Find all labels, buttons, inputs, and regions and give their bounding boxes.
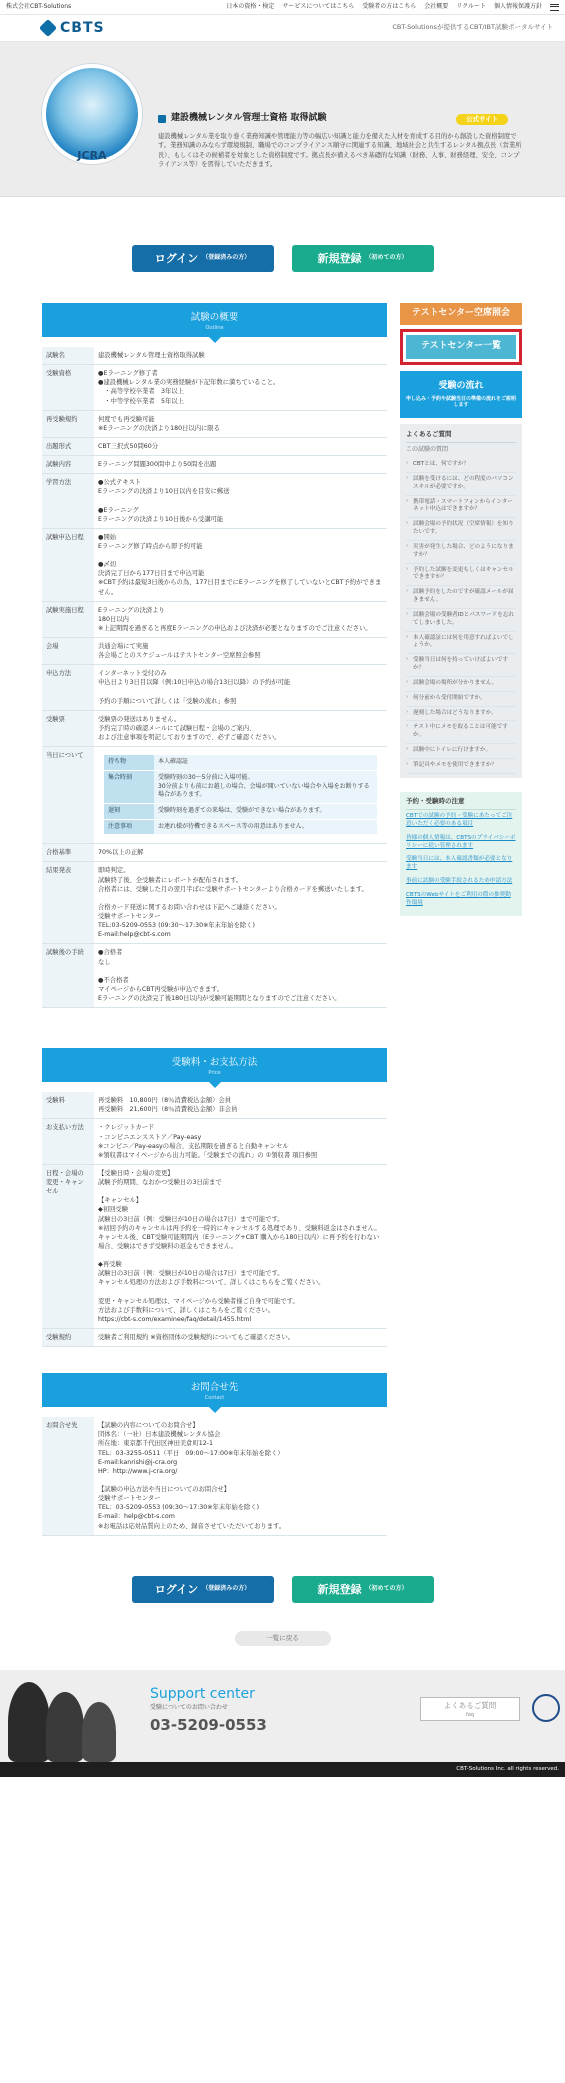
info-value: インターネット受付のみ 申込日より3日目以降（例:10日申込の場合13日以降）の予約が可能 予約の手順について詳しくは「受験の流れ」参照 [94,665,387,711]
seat-lookup-button[interactable]: テストセンター空席照会 [400,303,522,325]
info-row [42,347,387,365]
info-label: 受験料 [42,1092,94,1119]
note-link[interactable]: CBTでの試験の予約・受験にあたってご注意いただく必要のある項目 [406,813,513,827]
info-label: 申込方法 [42,665,94,711]
info-value: 【受験日時・会場の変更】 試験予約期間、なおかつ受験日の3日前まで 【キャンセル】 ◆初回受験 試験日の3日前（例：受験日が10日の場合は7日）まで可能です。 ※初回予約のキャンセルは再予約を一時的にキャンセルする処理であり、受験料返金はされません。キャンセル後、CBT受験可能期間内（Eラーニング+CBT 購入から180日以内）に再予約を行わない場合、受験はできず受験料の返金もできません。 ◆再受験 試験日の3日前（例：受験日が10日の場合は7日）まで可能です。 キャンセル処理の方法および手数料について、詳しくはこちらをご覧ください。 変更・キャンセル処理は、マイページから受験者様ご自身で可能です。 方法および手数料について、詳しくはこちらをご覧ください。 https://cbt-s.com/examinee/faq/detail/1455.html [94,1164,387,1328]
login-button[interactable]: ログイン （登録済みの方） [132,245,274,272]
info-value: 70%以上の正解 [94,844,387,862]
monitor-icon [158,115,166,123]
contact-header: お問合せ先 Contact [42,1373,387,1407]
info-value: CBT三択式50問60分 [94,437,387,455]
info-label: 受験資格 [42,365,94,411]
faq-item[interactable]: › 遅刻した場合はどうなりますか。 [406,707,516,722]
day-info-label: 遅刻 [104,803,154,819]
footer-faq-button[interactable]: よくあるご質問 faq [420,1697,520,1721]
info-row [42,437,387,455]
faq-item[interactable]: › 何分前から受付開始ですか。 [406,692,516,707]
fees-header: 受験料・お支払方法 Price [42,1048,387,1082]
exam-description: 建設機械レンタル業を取り巻く業務知識や管理能力等の幅広い知識と能力を備えた人材を育成する目的から創設した資格制度です。業務知識のみならず環境規制、職場でのコンプライアンス順守に関連する知識、地域社会と共生するレンタル拠点長（営業所長）、もしくはその候補者を対象とした資格制度です。拠点長が備えるべき基礎的な知識（財務、人事、財務経理、安全、コンプライアンス等）を習得していただきます。 [158,133,522,169]
info-row [42,944,387,1008]
auth-buttons-top [0,245,565,272]
info-label: お問合せ先 [42,1417,94,1535]
info-label: 試験申込日程 [42,528,94,601]
nav-link-company[interactable]: 会社概要 [424,2,449,10]
day-info-row-item [104,770,377,803]
note-link[interactable]: 皆様の個人情報は、CBTSのプライバシーポリシーに従い管理されます [406,834,516,849]
support-center-title: Support center [150,1686,255,1702]
info-value: 何度でも再受験可能 ※Eラーニングの決済より180日以内に限る [94,410,387,437]
site-tagline: CBT-Solutionsが提供するCBT/IBT試験ポータルサイト [392,23,553,32]
faq-subtitle: この試験の質問 [406,446,449,454]
support-center-subtitle: 受験についてのお問い合わせ [150,1704,228,1712]
day-info-value: 本人確認証 [154,755,377,770]
official-site-badge[interactable]: 公式サイト [456,114,508,125]
notes-list [406,810,516,910]
faq-item[interactable]: › CBTとは、何ですか？ [406,458,516,473]
info-label: 再受験規約 [42,410,94,437]
faq-item[interactable]: › 試験会場の予約状況（空席情報）を知りたいです。 [406,518,516,541]
info-value: ●公式テキスト Eラーニングの決済より10日以内を目安に郵送 ●Eラーニング Eラーニングの決済より10日後から受講可能 [94,474,387,529]
info-row [42,665,387,711]
info-value: 受験者ご利用規約 ※資格団体の受験規約についてもご確認ください。 [94,1329,387,1347]
faq-item[interactable]: › 試験予約をしたのですが確認メールが届きません。 [406,586,516,609]
info-value: ●開始 Eラーニング修了時点から即予約可能 ●〆切 決済完了日から177日目まで申込可能 ※CBT予約は最短3日後からの為、177日目までにEラーニングを修了していないとCBT予約ができません。 [94,528,387,601]
info-value: ●合格者 なし ●不合格者 マイページからCBT再受験が申込できます。 Eラーニングの決済完了後180日以内が受験可能期間となりますのでご注意ください。 [94,944,387,1008]
register-button-bottom[interactable]: 新規登録 （初めての方） [292,1576,434,1603]
day-info-value: 受験時刻の30～5分前に入場可能。 30分前よりも前にお越しの場合、会場が開いていない場合や入場をお断りする場合があります。 [154,770,377,803]
nav-link-recruit[interactable]: リクルート [456,2,486,10]
info-value: 即時判定。 試験終了後、全受験者にレポートが配布されます。 合格者には、受験した月の翌月半ばに受験サポートセンターより合格カードを郵送いたします。 合格カード発送に関するお問い合わせは下記へご連絡ください。 受験サポートセンター TEL:03-5209-0553 (09:30～17:30※年末年始を除く) E-mail:help@cbt-s.com [94,862,387,944]
logo-mark-icon [39,19,57,37]
day-info-table [104,755,377,835]
info-label: 会場 [42,638,94,665]
faq-item[interactable]: › テスト中にメモを取ることは可能ですか。 [406,721,516,744]
note-link[interactable]: 事前に試験の受験手続されるため申請方法 [406,878,513,885]
info-value: 受験票の発送はありません。 予約完了時の確認メールにて試験日程・会場のご案内、 および注意事項を明記しておりますので、必ずご確認ください。 [94,710,387,746]
faq-item[interactable]: › 筆記具やメモを使用できますか？ [406,759,516,774]
faq-item[interactable]: › 予約した試験を変更もしくはキャンセルできますか？ [406,564,516,587]
info-row [42,710,387,746]
organization-seal-text: JCRA [77,149,107,162]
info-row [42,528,387,601]
brand-bar [0,15,565,42]
faq-item[interactable]: › 試験会場の場所が分かりません。 [406,677,516,692]
register-button[interactable]: 新規登録 （初めての方） [292,245,434,272]
info-value: Eラーニングの決済より 180日以内 ※上記期間を過ぎると再度Eラーニングの申込および決済が必要となりますのでご注意ください。 [94,601,387,637]
main-content [0,303,565,1576]
info-row [42,456,387,474]
sidebar [400,303,522,916]
exam-flow-button[interactable]: 受験の流れ 申し込み・予約や試験当日の準備の流れをご説明します [400,371,522,418]
info-label: 試験内容 [42,456,94,474]
company-name: 株式会社CBT-Solutions [6,2,72,10]
day-info-label: 集合時刻 [104,770,154,803]
info-value: 再受験料 10,800円（8％消費税込金額）会員 再受験料 21,600円（8％消費税込金額）非会員 [94,1092,387,1119]
note-link[interactable]: 受験当日には、本人確認書類が必要となります [406,856,513,871]
faq-item[interactable]: › 試験を受けるには、どの程度のパソコンスキルが必要ですか。 [406,473,516,496]
info-label: 受験票 [42,710,94,746]
notes-title: 予約・受験時の注意 [406,797,516,810]
overview-table [42,347,387,1008]
info-row [42,1164,387,1328]
top-nav [226,3,559,12]
info-label: 結果発表 [42,862,94,944]
info-value: ・クレジットカード ・コンビニエンスストア／Pay-easy ※コンビニ／Pay-easyの場合、支払期限を過ぎると自動キャンセル ※領収書はマイページから出力可能。「受験までの流れ」の ①領収書 項目参照 [94,1119,387,1165]
info-row [42,601,387,637]
info-row [42,410,387,437]
info-label: お支払い方法 [42,1119,94,1165]
info-row [42,844,387,862]
faq-box [400,424,522,778]
nav-link-qualifications[interactable]: 日本の資格・検定 [226,2,275,10]
notes-box [400,792,522,916]
info-value: 【試験の内容についてのお問合せ】 団体名：（一社）日本建設機械レンタル協会 所在地：東京都千代田区神田美倉町12-1 TEL：03-3255-0511（平日 09:00～17:00※年末年始を除く） E-mail:kanrishi@j-cra.org HP：http://www.j-cra.org/ 【試験の申込方法や当日についてのお問合せ】 受験サポートセンター TEL：03-5209-0553 (09:30～17:30※年末年始を除く) E-mail：help@cbt-s.com ※お電話は応対品質向上のため、録音させていただいております。 [94,1417,387,1535]
exam-hero [0,42,565,197]
exam-title: 建設機械レンタル管理士資格 取得試験 [158,112,327,125]
day-info-value: お連れ様が待機できるスペース等の用意はありません。 [154,819,377,835]
day-info-row-item [104,803,377,819]
note-link[interactable]: CBTSのWebサイトをご利用の際の推奨動作環境 [406,891,511,906]
support-phone[interactable]: 03-5209-0553 [150,1715,267,1734]
day-info-label: 注意事項 [104,819,154,835]
info-value: 共通会場にて実施 各会場ごとのスケジュールはテストセンター空席照会参照 [94,638,387,665]
test-center-list-button[interactable]: テストセンター一覧 [406,335,516,359]
nav-link-examinees[interactable]: 受験者の方はこちら [362,2,417,10]
overview-header: 試験の概要 Outline [42,303,387,337]
faq-item[interactable]: › 試験中にトイレに行けますか。 [406,744,516,759]
day-info-label: 持ち物 [104,755,154,770]
back-to-list-button[interactable]: 一覧に戻る [235,1631,331,1646]
operators-illustration [0,1670,130,1762]
info-value: 建設機械レンタル管理士資格取得試験 [94,347,387,365]
nav-link-services[interactable]: サービスについてはこちら [282,2,355,10]
info-row [42,862,387,944]
day-info-row [42,747,387,844]
info-label: 試験実施日程 [42,601,94,637]
info-row [42,1329,387,1347]
info-label: 試験名 [42,347,94,365]
site-logo[interactable]: CBTS [40,18,105,38]
day-info-value: 受験時刻を過ぎての来場は、受験ができない場合があります。 [154,803,377,819]
top-bar [0,0,565,15]
info-row [42,1119,387,1165]
faq-item[interactable]: › 受験当日は何を持っていけばよいですか？ [406,654,516,677]
info-value: Eラーニング問題300問中より50問を出題 [94,456,387,474]
info-label: 出題形式 [42,437,94,455]
faq-list [406,458,516,774]
faq-item[interactable]: › 災害が発生した場合、どのようになりますか？ [406,541,516,564]
support-footer [0,1670,565,1762]
info-row [42,1092,387,1119]
info-label: 当日について [42,747,94,844]
faq-item[interactable]: › 本人確認証には何を用意すればよいでしょうか。 [406,632,516,655]
exam-details [42,303,387,1536]
support-center-info [150,1684,267,1737]
info-value: ●Eラーニング修了者 ●建設機械レンタル業の実務経験が下記年数に満ちていること。 ・高等学校卒業者 3年以上 ・中等学校卒業者 5年以上 [94,365,387,411]
highlight-frame [400,329,522,365]
info-label: 受験規約 [42,1329,94,1347]
copyright: CBT-Solutions Inc. all rights reserved. [0,1762,565,1777]
day-info-row-item [104,819,377,835]
nav-link-privacy[interactable]: 個人情報保護方針 [493,2,542,10]
info-label: 合格基準 [42,844,94,862]
faq-item[interactable]: › 携帯電話・スマートフォンからインターネット申込はできますか？ [406,496,516,519]
info-label: 学習方法 [42,474,94,529]
info-row [42,1417,387,1535]
privacy-mark-icon [532,1694,560,1722]
menu-icon[interactable] [550,4,559,11]
auth-buttons-bottom [0,1576,565,1603]
login-button-bottom[interactable]: ログイン （登録済みの方） [132,1576,274,1603]
day-info-row-item [104,755,377,770]
faq-item[interactable]: › 試験会場の受験者IDとパスワードを忘れてしまいました。 [406,609,516,632]
info-row [42,474,387,529]
info-row [42,638,387,665]
info-label: 日程・会場の変更・キャンセル [42,1164,94,1328]
info-label: 試験後の手続 [42,944,94,1008]
info-row [42,365,387,411]
contact-table [42,1417,387,1536]
faq-title: よくあるご質問 [406,428,516,443]
fees-table [42,1092,387,1347]
